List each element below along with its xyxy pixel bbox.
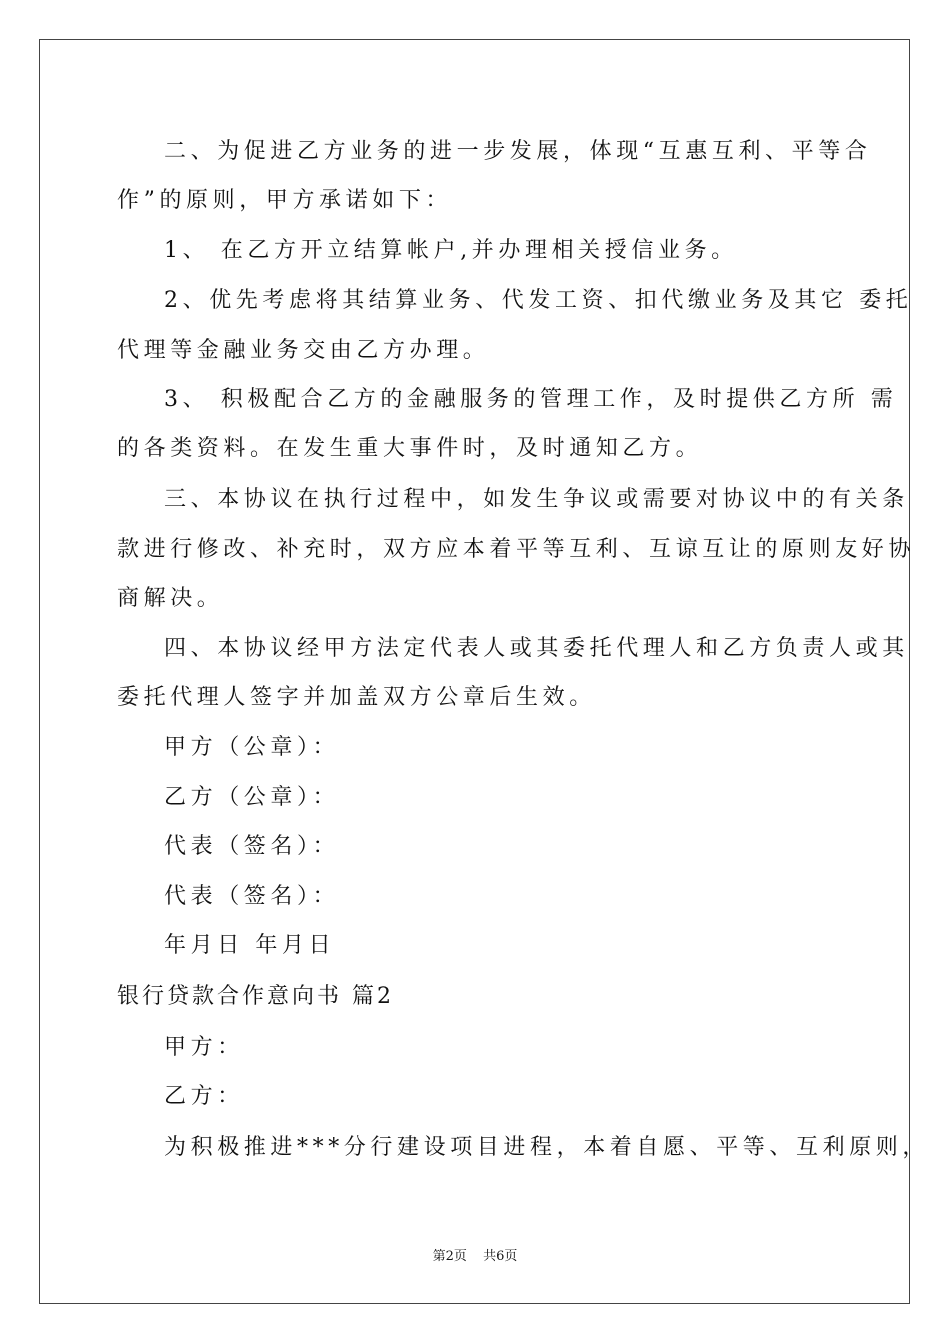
paragraph-line: 作”的原则，甲方承诺如下： — [117, 188, 453, 213]
section-four: 四、本协议经甲方法定代表人或其委托代理人和乙方负责人或其 — [164, 636, 909, 661]
page-footer — [0, 1248, 950, 1266]
representative-signature: 代表（签名）： — [164, 834, 340, 859]
paragraph-line: 款进行修改、补充时，双方应本着平等互利、互谅互让的原则友好协 — [117, 537, 916, 562]
party-b-label: 乙方： — [164, 1084, 244, 1109]
page-total: 共6页 — [483, 1249, 518, 1264]
list-item-2: 2、优先考虑将其结算业务、代发工资、扣代缴业务及其它 委托 — [164, 288, 913, 313]
paragraph-line: 商解决。 — [117, 586, 224, 611]
paragraph-line: 二、为促进乙方业务的进一步发展，体现“互惠互利、平等合 — [164, 139, 872, 164]
paragraph-line: 的各类资料。在发生重大事件时，及时通知乙方。 — [117, 436, 703, 461]
party-b-seal: 乙方（公章）： — [164, 785, 340, 810]
date-line: 年月日 年月日 — [164, 933, 336, 958]
paragraph-line: 委托代理人签字并加盖双方公章后生效。 — [117, 685, 596, 710]
paragraph-line: 代理等金融业务交由乙方办理。 — [117, 338, 490, 363]
list-item-1: 1、 在乙方开立结算帐户,并办理相关授信业务。 — [164, 238, 738, 263]
section-heading: 银行贷款合作意向书 篇2 — [117, 984, 394, 1009]
page-number: 第2页 — [432, 1249, 467, 1264]
party-a-label: 甲方： — [164, 1035, 244, 1060]
section-three: 三、本协议在执行过程中，如发生争议或需要对协议中的有关条 — [164, 487, 909, 512]
page-border — [39, 39, 930, 1304]
paragraph-line: 为积极推进***分行建设项目进程，本着自愿、平等、互利原则， — [164, 1135, 930, 1160]
party-a-seal: 甲方（公章）： — [164, 735, 340, 760]
representative-signature: 代表（签名）： — [164, 884, 340, 909]
list-item-3: 3、 积极配合乙方的金融服务的管理工作，及时提供乙方所 需 — [164, 387, 898, 412]
